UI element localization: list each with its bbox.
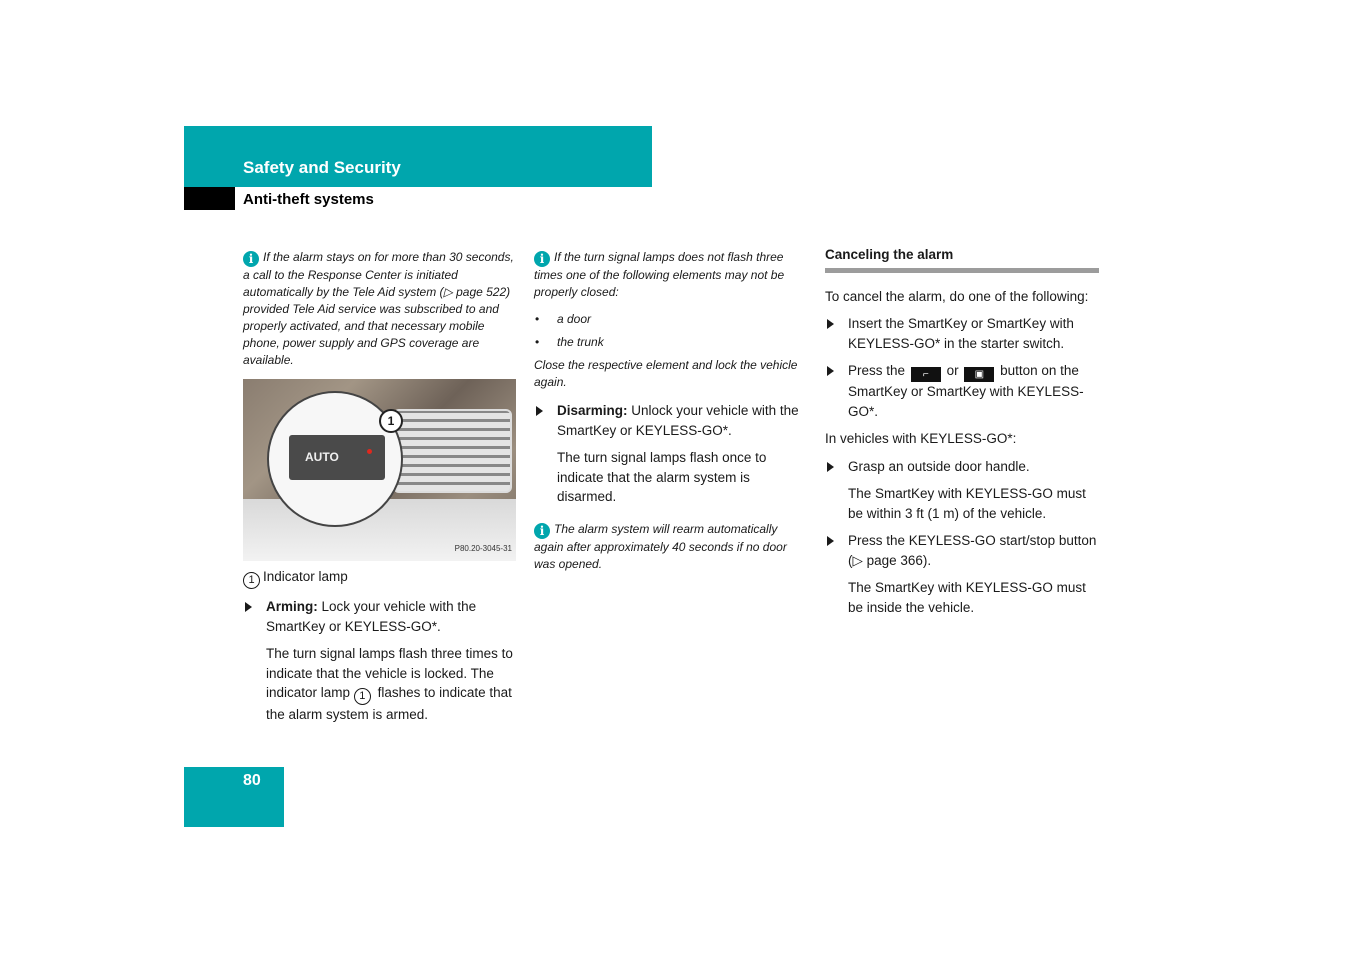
- list-item: • a door: [535, 312, 592, 326]
- arming-step: Arming: Lock your vehicle with the SmartKey or KEYLESS-GO*.: [243, 597, 519, 636]
- air-vent-illustration: [393, 409, 512, 493]
- callout-number: 1: [379, 409, 403, 433]
- cancel-step-grasp: Grasp an outside door handle.: [825, 457, 1099, 477]
- start-stop-result: The SmartKey with KEYLESS-GO must be inside the vehicle.: [848, 580, 1086, 615]
- cancel-step-insert: Insert the SmartKey or SmartKey with KEYLESS-GO* in the starter switch.: [825, 314, 1099, 353]
- zoom-callout: [267, 391, 403, 527]
- header-tab-marker: [184, 187, 235, 210]
- arming-result: The turn signal lamps flash three times to indicate that the vehicle is locked. The indicator lamp 1 flashes to indicate that the alarm system is armed.: [266, 646, 513, 722]
- section-title: Safety and Security: [243, 158, 401, 177]
- disarming-step: Disarming: Unlock your vehicle with the SmartKey or KEYLESS-GO*.: [534, 401, 806, 440]
- cancel-intro: To cancel the alarm, do one of the following:: [825, 288, 1089, 304]
- cancel-step-press: Press the ⌐ or ▣ button on the SmartKey or SmartKey with KEYLESS-GO*.: [825, 361, 1099, 421]
- unlock-key-icon: ⌐: [911, 367, 941, 382]
- list-item: • the trunk: [535, 335, 604, 349]
- lock-key-icon: ▣: [964, 367, 994, 382]
- rearm-note: i The alarm system will rearm automatically again after approximately 40 seconds if no door was opened.: [534, 521, 787, 571]
- page-number-box: [184, 767, 284, 827]
- subsection-title: Anti-theft systems: [243, 191, 374, 208]
- triangle-bullet-icon: [245, 602, 252, 612]
- figure-caption: 1 Indicator lamp: [243, 567, 519, 589]
- column-3: [825, 245, 1099, 625]
- column-2: [534, 249, 806, 583]
- triangle-bullet-icon: [827, 536, 834, 546]
- callout-number: 1: [243, 572, 260, 589]
- grasp-result: The SmartKey with KEYLESS-GO must be within 3 ft (1 m) of the vehicle.: [848, 486, 1086, 521]
- indicator-lamp-figure: [243, 379, 516, 561]
- page-number: 80: [243, 772, 261, 789]
- info-icon: i: [534, 251, 550, 267]
- tele-aid-note: i If the alarm stays on for more than 30 seconds, a call to the Response Center is initiated automatically by the Tele Aid system (▷ page 522) provided Tele Aid service was subscribed to and properly activated, and that necessary mobile phone, power supply and GPS coverage are available.: [243, 250, 514, 367]
- callout-number: 1: [354, 688, 371, 705]
- canceling-heading: Canceling the alarm: [825, 245, 1099, 273]
- info-icon: i: [534, 523, 550, 539]
- close-note: Close the respective element and lock the vehicle again.: [534, 358, 798, 389]
- indicator-lamp-led: [367, 449, 372, 454]
- disarming-result: The turn signal lamps flash once to indicate that the alarm system is disarmed.: [557, 450, 767, 504]
- triangle-bullet-icon: [827, 366, 834, 376]
- triangle-bullet-icon: [827, 462, 834, 472]
- keyless-intro: In vehicles with KEYLESS-GO*:: [825, 431, 1017, 446]
- auto-button-illustration: AUTO: [289, 435, 385, 480]
- triangle-bullet-icon: [536, 406, 543, 416]
- column-1: [243, 249, 519, 733]
- triangle-bullet-icon: [827, 319, 834, 329]
- figure-code: P80.20-3045-31: [454, 543, 512, 553]
- info-icon: i: [243, 251, 259, 267]
- cancel-step-start-stop: Press the KEYLESS-GO start/stop button (▷ page 366).: [825, 531, 1099, 570]
- turn-signal-note: i If the turn signal lamps does not flash three times one of the following elements may not be properly closed:: [534, 250, 785, 299]
